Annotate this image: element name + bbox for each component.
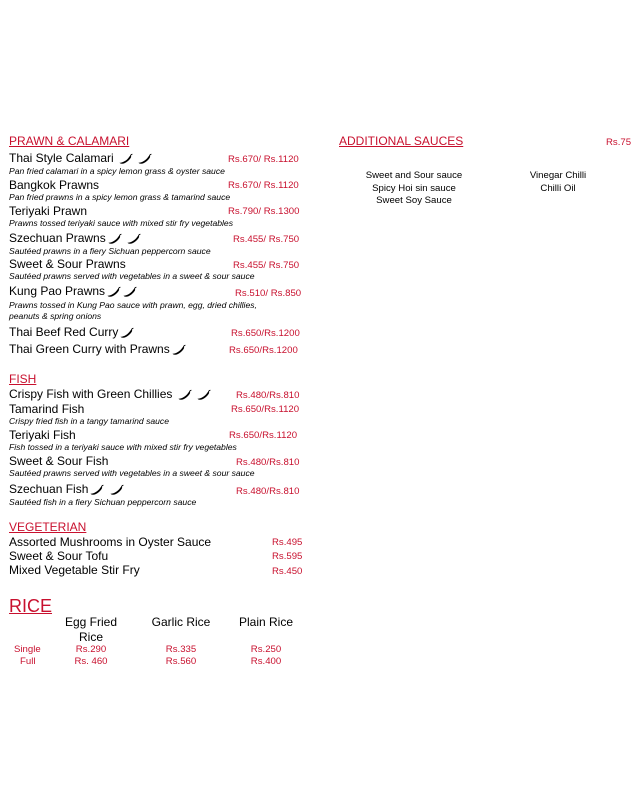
menu-item-name: Thai Beef Red Curry — [9, 325, 134, 339]
menu-item-name: Thai Style Calamari — [9, 151, 152, 165]
rice-row-label: Single — [14, 644, 41, 655]
menu-item-name: Sweet & Sour Tofu — [9, 549, 109, 563]
menu-item-name: Szechuan Prawns — [9, 231, 141, 245]
chili-pepper-icon — [109, 484, 124, 496]
rice-price: Rs.290 — [75, 644, 107, 655]
menu-item-price: Rs.650/Rs.1120 — [231, 404, 300, 415]
chili-pepper-icon — [119, 327, 134, 339]
menu-item-name: Sweet & Sour Prawns — [9, 257, 126, 271]
chili-pepper-icon — [177, 389, 192, 401]
menu-item-price: Rs.510/ Rs.850 — [235, 288, 302, 299]
chili-pepper-icon — [137, 153, 152, 165]
rice-price: Rs.250 — [250, 644, 282, 655]
menu-item-name: Teriyaki Prawn — [9, 204, 88, 218]
menu-item-name: Mixed Vegetable Stir Fry — [9, 563, 140, 577]
rice-section-heading: RICE — [9, 596, 53, 616]
menu-item-desc: Sautéed prawns served with vegetables in a sweet & sour sauce — [9, 468, 255, 478]
menu-item-price: Rs.595 — [272, 551, 303, 562]
menu-item-price: Rs.495 — [272, 537, 303, 548]
sauces-price: Rs.75 — [606, 137, 632, 148]
chili-pepper-icon — [89, 484, 104, 496]
menu-item-desc: Sautéed prawns in a fiery Sichuan peppercorn sauce — [9, 246, 211, 256]
menu-item-desc: Pan fried calamari in a spicy lemon grass & oyster sauce — [9, 166, 225, 176]
menu-item-desc: Fish tossed in a teriyaki sauce with mixed stir fry vegetables — [9, 442, 237, 452]
menu-item-price: Rs.790/ Rs.1300 — [228, 206, 300, 217]
rice-col-garlic: Garlic Rice — [151, 615, 211, 629]
menu-item-price: Rs.670/ Rs.1120 — [228, 180, 299, 191]
sauce-list-2 — [515, 170, 601, 194]
menu-item-desc: Crispy fried fish in a tangy tamarind sauce — [9, 416, 170, 426]
menu-item-name: Bangkok Prawns — [9, 178, 100, 192]
menu-item-price: Rs.455/ Rs.750 — [233, 234, 300, 245]
chili-pepper-icon — [118, 153, 133, 165]
menu-item-desc: Prawns tossed teriyaki sauce with mixed stir fry vegetables — [9, 218, 234, 228]
sauce-item: Sweet and Sour sauce — [365, 170, 463, 181]
chili-pepper-icon — [196, 389, 211, 401]
menu-item-price: Rs.480/Rs.810 — [236, 486, 300, 497]
chili-pepper-icon — [106, 286, 121, 298]
veg-section-heading: VEGETERIAN — [9, 520, 87, 534]
menu-item-name: Assorted Mushrooms in Oyster Sauce — [9, 535, 212, 549]
menu-item-name: Teriyaki Fish — [9, 428, 76, 442]
menu-item-price: Rs.650/Rs.1200 — [229, 345, 298, 356]
menu-item-desc: Sautéed fish in a fiery Sichuan peppercorn sauce — [9, 497, 197, 507]
chili-pepper-icon — [107, 233, 122, 245]
menu-item-price: Rs.650/Rs.1120 — [229, 430, 298, 441]
menu-item-desc: Sautéed prawns served with vegetables in a sweet & sour sauce — [9, 271, 255, 281]
menu-item-name: Tamarind Fish — [9, 402, 85, 416]
chili-pepper-icon — [126, 233, 141, 245]
menu-item-price: Rs.480/Rs.810 — [236, 390, 300, 401]
menu-item-name: Kung Pao Prawns — [9, 284, 137, 298]
menu-item-name: Thai Green Curry with Prawns — [9, 342, 186, 356]
menu-item-name: Crispy Fish with Green Chillies — [9, 387, 211, 401]
menu-item-price: Rs.455/ Rs.750 — [233, 260, 300, 271]
chili-pepper-icon — [171, 344, 186, 356]
menu-item-desc: peanuts & spring onions — [9, 311, 102, 321]
rice-price: Rs.335 — [165, 644, 197, 655]
sauce-list-1 — [350, 170, 478, 206]
menu-item-desc: Pan fried prawns in a spicy lemon grass & tamarind sauce — [9, 192, 231, 202]
rice-price: Rs.400 — [250, 656, 282, 667]
rice-price: Rs. 460 — [74, 656, 108, 667]
menu-item-price: Rs.450 — [272, 566, 303, 577]
sauce-item: Sweet Soy Sauce — [376, 195, 452, 206]
rice-col-egg-fried: Egg Fried Rice — [64, 615, 118, 644]
menu-item-price: Rs.670/ Rs.1120 — [228, 154, 299, 165]
fish-section-heading: FISH — [9, 372, 37, 386]
menu-item-price: Rs.480/Rs.810 — [236, 457, 300, 468]
menu-item-price: Rs.650/Rs.1200 — [231, 328, 300, 339]
menu-item-desc: Prawns tossed in Kung Pao sauce with prawn, egg, dried chillies, — [9, 300, 257, 310]
rice-col-plain: Plain Rice — [238, 615, 294, 629]
rice-row-label: Full — [20, 656, 36, 667]
rice-price: Rs.560 — [165, 656, 197, 667]
sauces-section-heading: ADDITIONAL SAUCES — [339, 134, 464, 148]
sauce-item: Spicy Hoi sin sauce — [372, 183, 456, 194]
menu-item-name: Szechuan Fish — [9, 482, 124, 496]
chili-pepper-icon — [122, 286, 137, 298]
sauce-item: Vinegar Chilli — [529, 170, 587, 181]
sauce-item: Chilli Oil — [540, 183, 576, 194]
prawn-section-heading: PRAWN & CALAMARI — [9, 134, 130, 148]
menu-item-name: Sweet & Sour Fish — [9, 454, 109, 468]
